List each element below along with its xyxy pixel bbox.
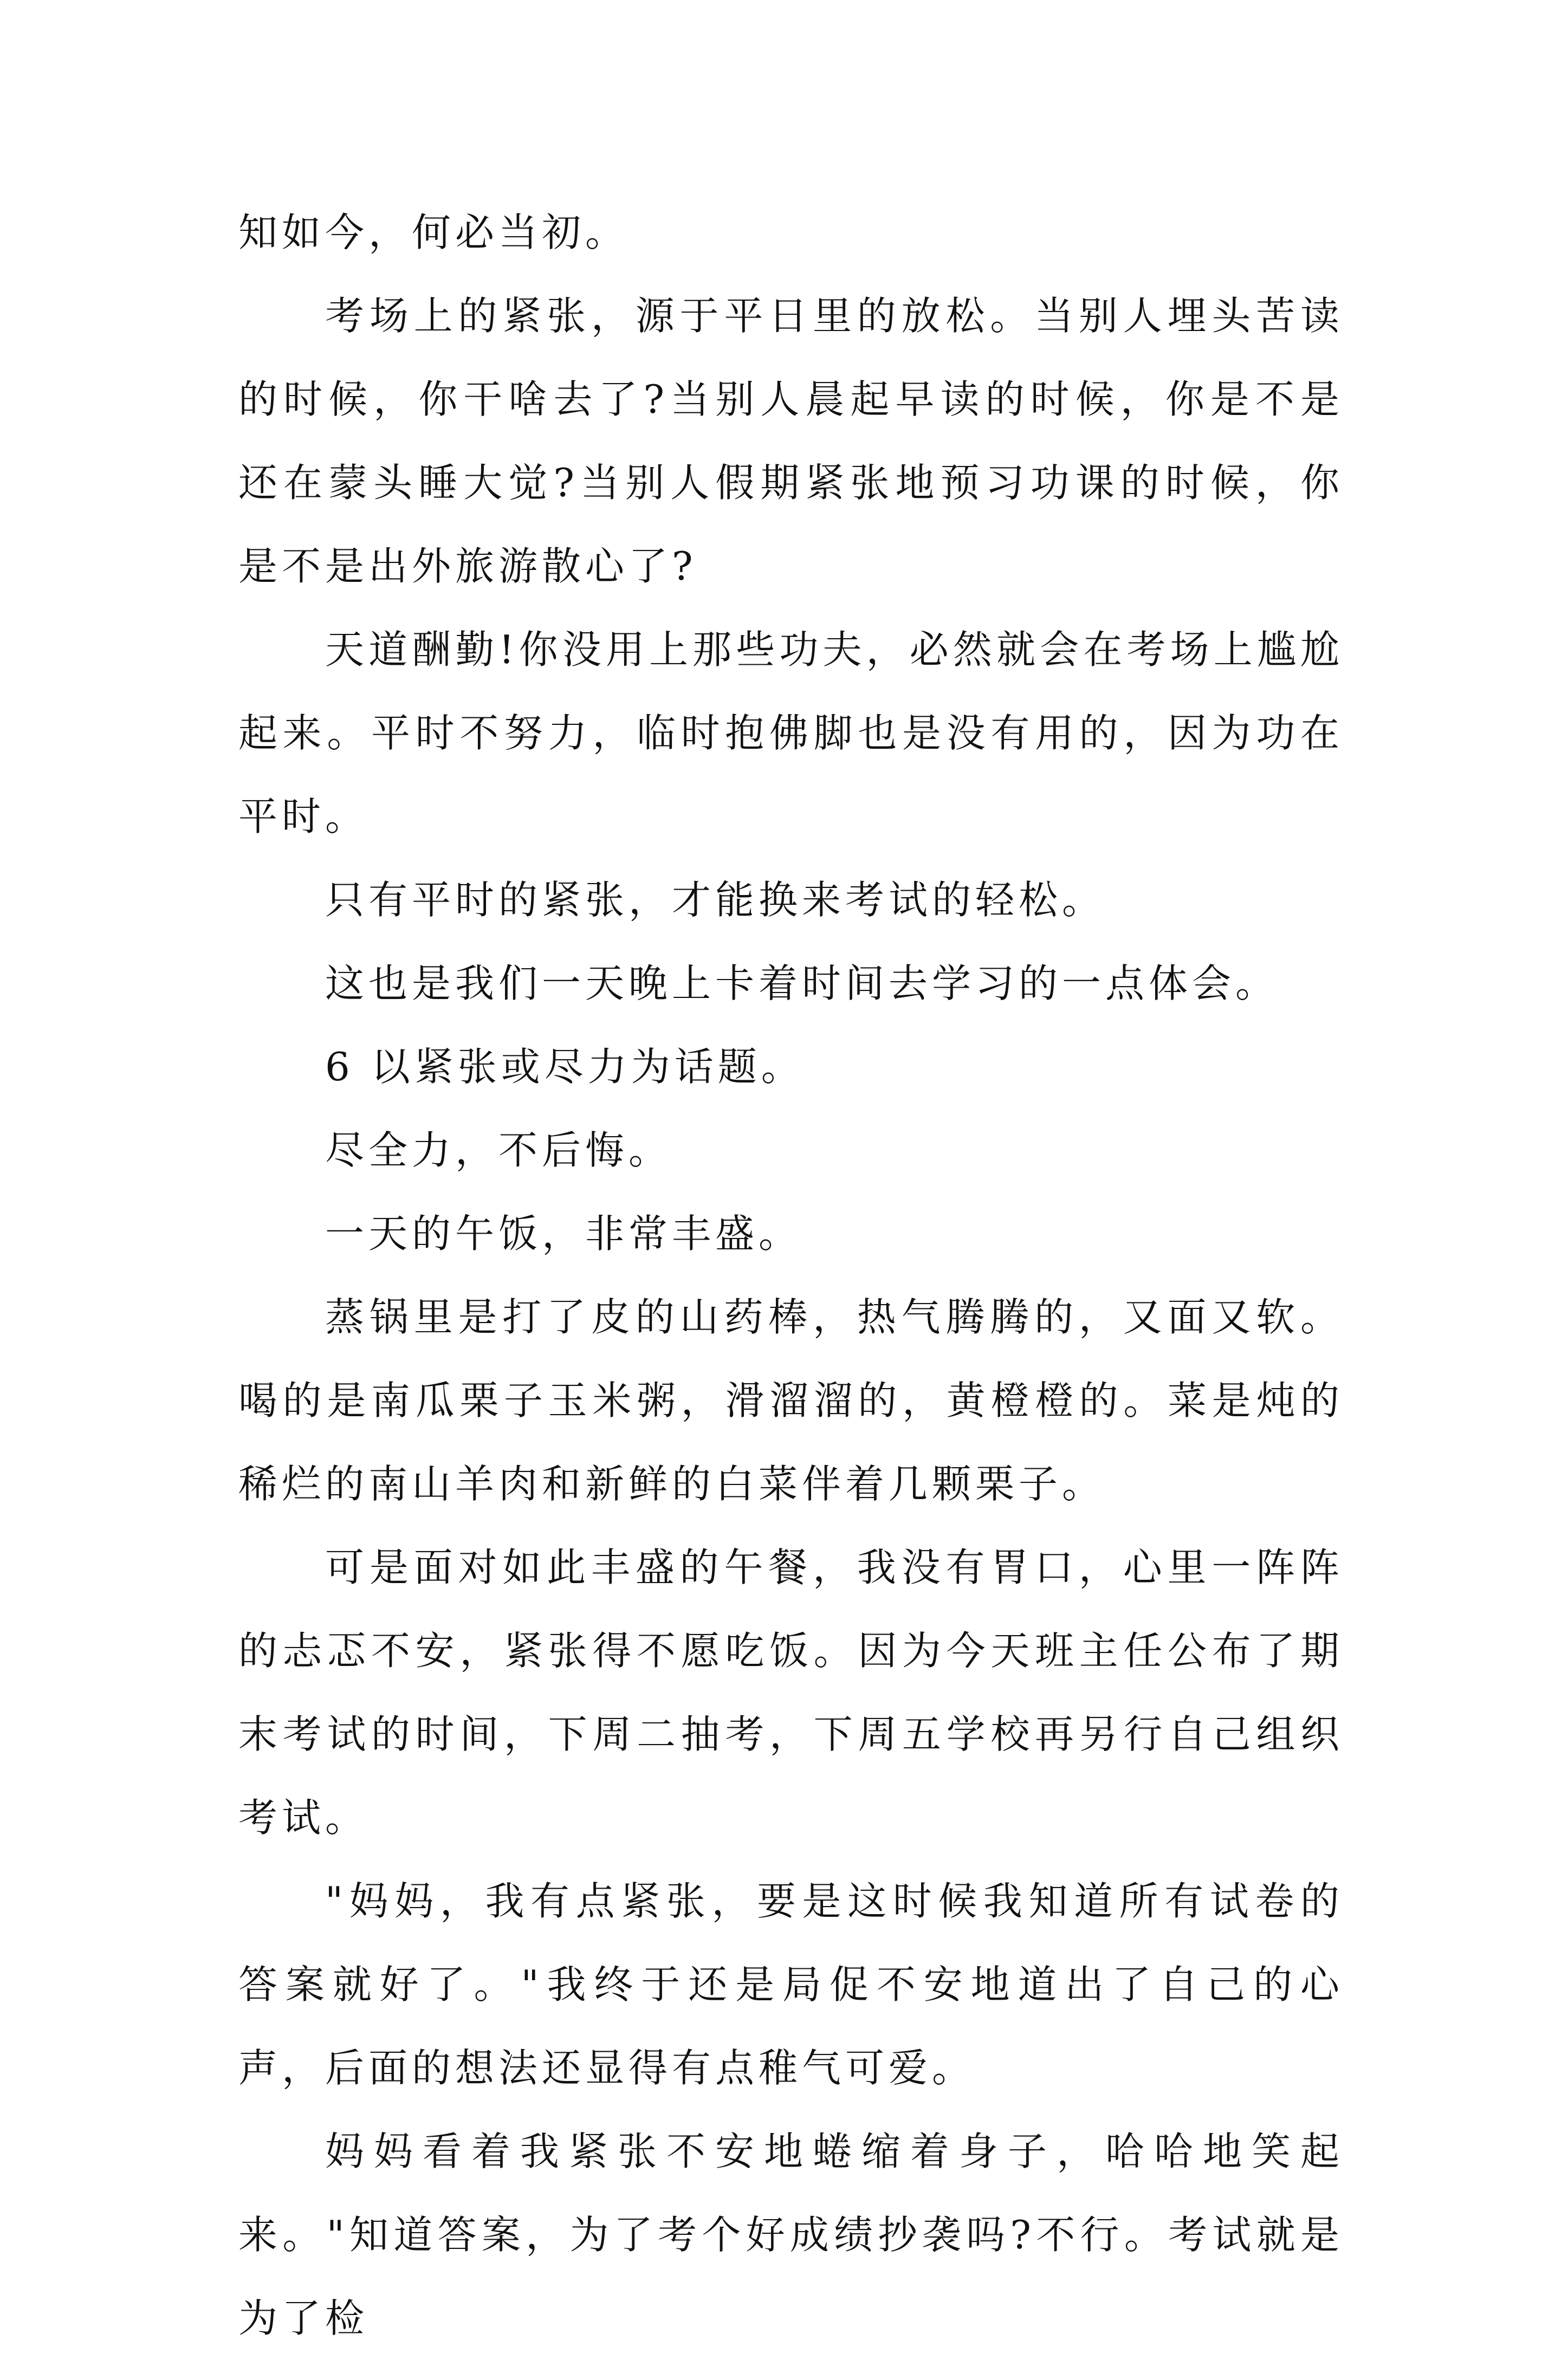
paragraph-4: 只有平时的紧张，才能换来考试的轻松。 xyxy=(325,877,1106,923)
paragraph-11: "妈妈，我有点紧张，要是这时候我知道所有试卷的答案就好了。"我终于还是局促不安地道出了自己的心声，后面的想法还显得有点稚气可爱。 xyxy=(238,1878,1344,2091)
paragraph-2: 考场上的紧张，源于平日里的放松。当别人埋头苦读的时候，你干啥去了?当别人晨起早读的时候，你是不是还在蒙头睡大觉?当别人假期紧张地预习功课的时候，你是不是出外旅游散心了? xyxy=(238,293,1344,589)
paragraph-8: 一天的午饭，非常丰盛。 xyxy=(325,1211,802,1256)
paragraph-5: 这也是我们一天晚上卡着时间去学习的一点体会。 xyxy=(325,961,1279,1006)
paragraph-3: 天道酬勤!你没用上那些功夫，必然就会在考场上尴尬起来。平时不努力，临时抱佛脚也是没有用的，因为功在平时。 xyxy=(238,627,1344,839)
paragraph-1: 知如今，何必当初。 xyxy=(238,210,629,255)
paragraph-9: 蒸锅里是打了皮的山药棒，热气腾腾的，又面又软。喝的是南瓜栗子玉米粥，滑溜溜的，黄橙橙的。菜是炖的稀烂的南山羊肉和新鲜的白菜伴着几颗栗子。 xyxy=(238,1294,1344,1507)
paragraph-12: 妈妈看着我紧张不安地蜷缩着身子，哈哈地笑起来。"知道答案，为了考个好成绩抄袭吗?不行。考试就是为了检 xyxy=(238,2129,1344,2341)
paragraph-10: 可是面对如此丰盛的午餐，我没有胃口，心里一阵阵的忐忑不安，紧张得不愿吃饭。因为今天班主任公布了期末考试的时间，下周二抽考，下周五学校再另行自己组织考试。 xyxy=(238,1545,1344,1840)
paragraph-6: 6 以紧张或尽力为话题。 xyxy=(325,1044,805,1090)
document-body xyxy=(238,191,1344,2360)
paragraph-7: 尽全力，不后悔。 xyxy=(325,1127,672,1173)
